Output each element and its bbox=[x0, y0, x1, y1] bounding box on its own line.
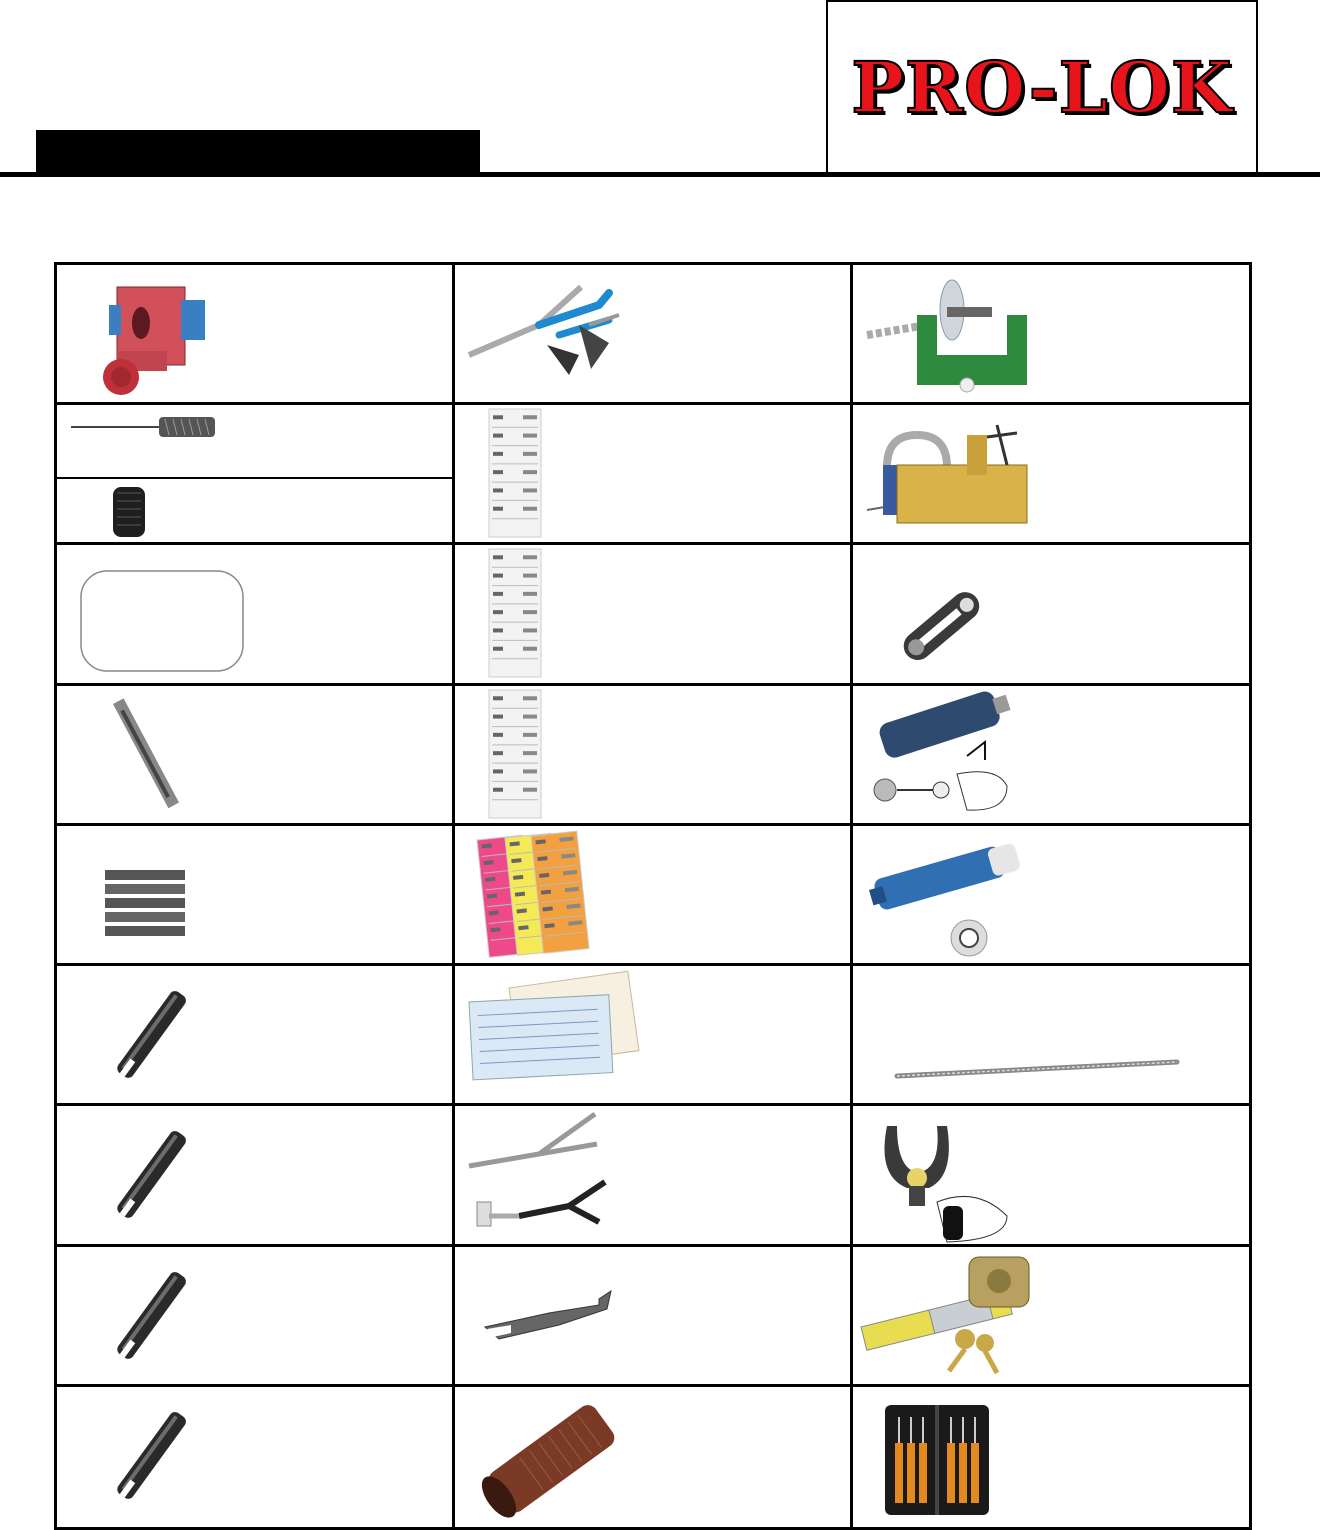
product-cell bbox=[455, 826, 853, 966]
product-cell bbox=[57, 265, 455, 405]
product-cell bbox=[853, 1387, 1249, 1527]
product-grid bbox=[54, 262, 1252, 1530]
product-cell bbox=[853, 826, 1249, 966]
product-cell bbox=[853, 545, 1249, 685]
product-cell bbox=[853, 1106, 1249, 1246]
product-cell bbox=[853, 265, 1249, 405]
header-rule bbox=[0, 172, 1320, 177]
product-cell bbox=[455, 1387, 853, 1527]
product-cell bbox=[853, 405, 1249, 545]
product-cell bbox=[455, 1247, 853, 1387]
product-cell bbox=[57, 1106, 455, 1246]
product-cell bbox=[57, 1387, 455, 1527]
product-cell bbox=[455, 265, 853, 405]
product-cell bbox=[853, 966, 1249, 1106]
product-cell bbox=[455, 966, 853, 1106]
product-cell bbox=[57, 1247, 455, 1387]
header-black-bar bbox=[36, 130, 480, 174]
product-cell bbox=[57, 966, 455, 1106]
product-cell bbox=[57, 405, 455, 545]
product-cell bbox=[455, 1106, 853, 1246]
product-cell bbox=[853, 1247, 1249, 1387]
product-cell bbox=[455, 686, 853, 826]
product-cell bbox=[57, 545, 455, 685]
logo-box bbox=[826, 0, 1258, 174]
brand-logo: PRO-LOK bbox=[851, 46, 1233, 129]
product-cell bbox=[455, 545, 853, 685]
product-cell bbox=[853, 686, 1249, 826]
product-cell bbox=[57, 826, 455, 966]
product-cell bbox=[57, 686, 455, 826]
product-cell bbox=[455, 405, 853, 545]
